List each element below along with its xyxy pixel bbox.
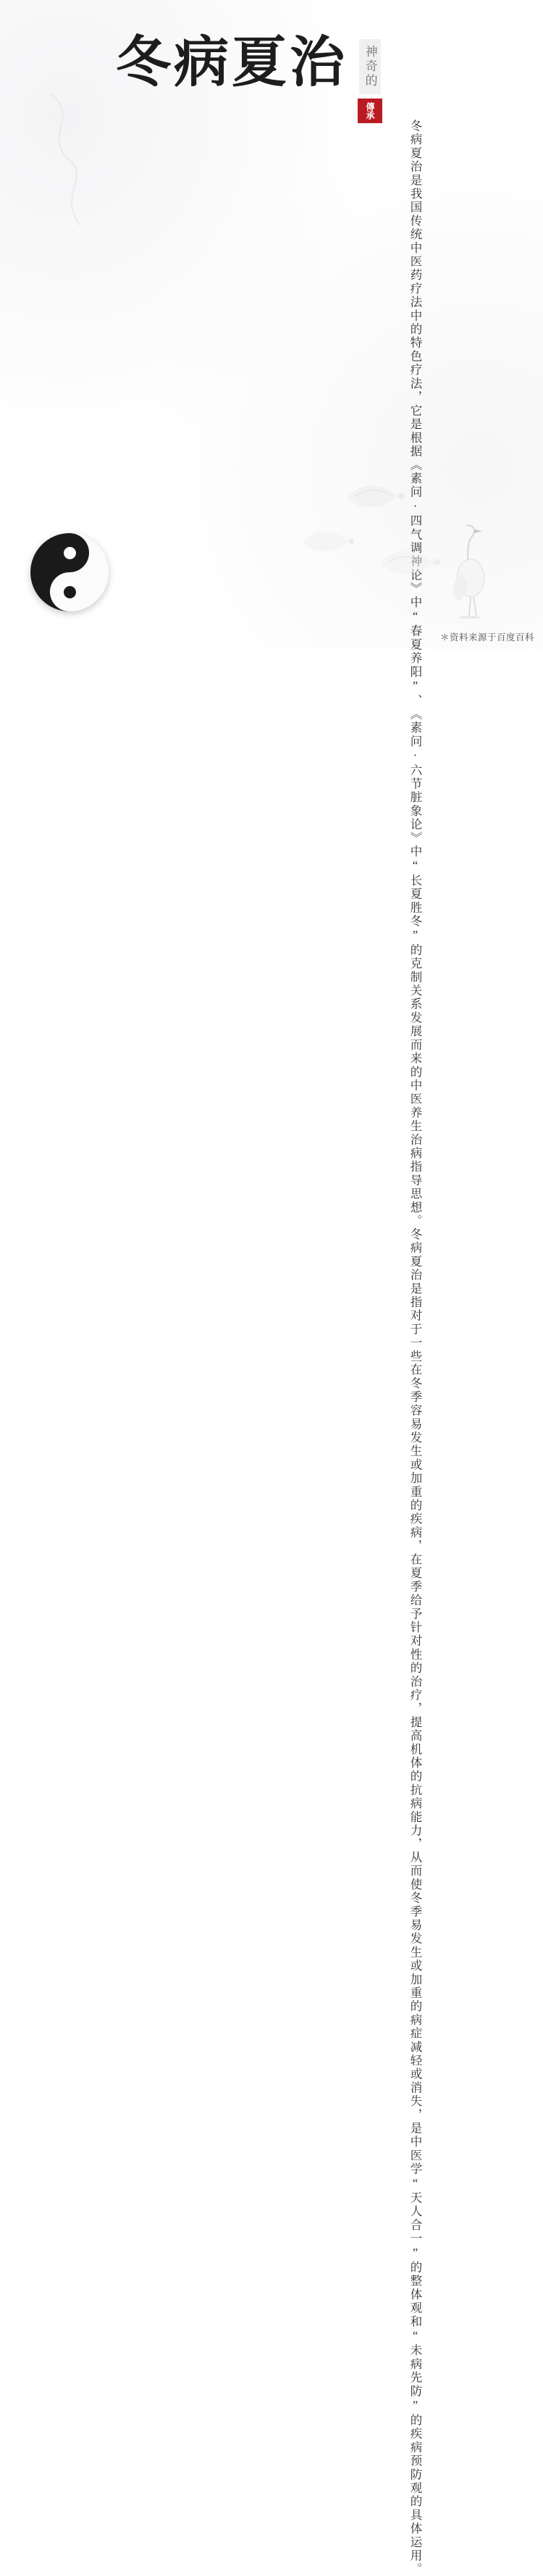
body-column: 它是根据《素问·四气调神论》中“春夏养阳”、 xyxy=(408,403,422,708)
page-title: 冬病夏治 xyxy=(116,33,348,93)
brush-stroke-decoration xyxy=(29,87,123,232)
body-text xyxy=(404,120,426,2576)
taiji-dark-dot xyxy=(64,586,76,598)
title-side-group xyxy=(358,39,382,123)
body-column: 在夏季给予针对性的治疗，提高机体的抗病能力， xyxy=(408,1552,422,1851)
taiji-symbol xyxy=(30,533,109,611)
taiji-light-dot xyxy=(64,547,76,559)
seal-stamp xyxy=(358,99,382,123)
source-footnote: ＊资料来源于百度百科 xyxy=(439,632,534,643)
title-block xyxy=(116,35,382,123)
seal-text: 傳承 xyxy=(365,102,375,120)
body-column: 是中医学“天人合一”的整体观和“未病先防” xyxy=(408,2121,422,2414)
body-column: 《素问·六节脏象论》中“长夏胜冬”的克制关系 xyxy=(408,707,422,1011)
body-column: 冬病夏治是指对于一些在冬季容易发生或加重的疾病， xyxy=(408,1227,422,1553)
koi-fish-icon xyxy=(340,474,405,518)
title-side-label: 神奇的 xyxy=(359,39,380,94)
koi-fish-icon xyxy=(297,522,355,561)
body-column: 从而使冬季易发生或加重的病症减轻或消失， xyxy=(408,1850,422,2122)
body-column: 发展而来的中医养生治病指导思想。 xyxy=(408,1011,422,1228)
body-column: 冬病夏治是我国传统中医药疗法中的特色疗法， xyxy=(408,120,422,404)
crane-icon xyxy=(434,520,500,622)
body-column: 的疾病预防观的具体运用。 xyxy=(408,2413,422,2576)
